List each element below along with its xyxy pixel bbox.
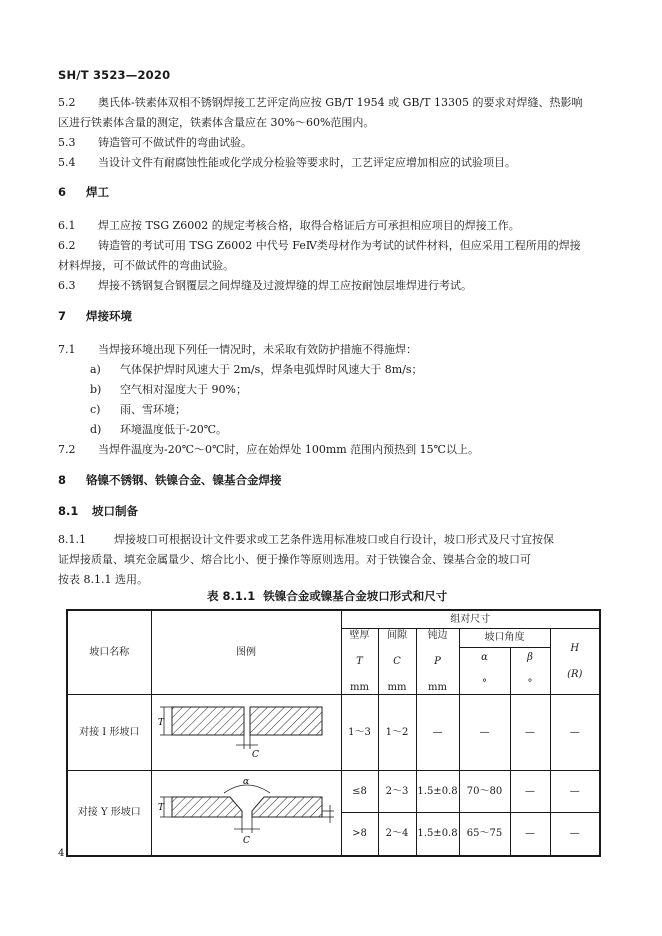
label-alpha: α xyxy=(242,776,249,787)
paragraph-line xyxy=(58,570,148,590)
header-assembly-size: 组对尺寸 xyxy=(341,610,600,628)
paragraph-line xyxy=(90,360,423,380)
table-caption xyxy=(207,588,447,604)
paragraph-line xyxy=(90,420,227,440)
paragraph-line xyxy=(90,380,247,400)
clause-text: 当设计文件有耐腐蚀性能或化学成分检验等要求时，工艺评定应增加相应的试验项目。 xyxy=(98,156,516,169)
row-name: 对接 I 形坡口 xyxy=(67,694,151,770)
cell-blunt: — xyxy=(416,694,459,770)
paragraph-line xyxy=(58,133,252,153)
clause-text: 证焊接质量、填充金属量少、熔合比小、便于操作等原则选用。对于铁镍合金、镍基合金的坡口可 xyxy=(58,553,531,566)
cell-gap: 2～3 xyxy=(378,770,416,813)
clause-number: 6.2 xyxy=(58,239,76,252)
i-groove-diagram xyxy=(152,695,342,766)
clause-number: 7.1 xyxy=(58,343,76,356)
label-c: C xyxy=(242,835,250,846)
clause-text: 奥氏体-铁素体双相不锈钢焊接工艺评定尚应按 GB/T 1954 或 GB/T 13305 的要求对焊缝、热影响 xyxy=(98,96,583,109)
cell-h: — xyxy=(550,813,600,856)
cell-blunt: 1.5±0.8 xyxy=(416,770,459,813)
cell-gap: 1～2 xyxy=(378,694,416,770)
clause-number: 8.1.1 xyxy=(58,533,86,546)
clause-text: 空气相对湿度大于 90%； xyxy=(120,383,247,396)
cell-gap: 2～4 xyxy=(378,813,416,856)
figure-y-groove xyxy=(151,770,341,856)
table-caption-title: 铁镍合金或镍基合金坡口形式和尺寸 xyxy=(263,589,448,603)
cell-blunt: 1.5±0.8 xyxy=(416,813,459,856)
clause-number: 8.1 xyxy=(58,504,79,518)
clause-number: 6 xyxy=(58,185,67,199)
paragraph-line xyxy=(90,400,186,420)
cell-thickness: 1～3 xyxy=(341,694,378,770)
clause-text: 雨、雪环境； xyxy=(120,403,186,416)
clause-number: c) xyxy=(90,403,101,416)
paragraph-line xyxy=(58,153,516,173)
clause-text: 当焊接环境出现下列任一情况时，未采取有效防护措施不得施焊： xyxy=(98,343,417,356)
paragraph-line xyxy=(58,550,531,570)
section-heading xyxy=(58,308,132,324)
cell-beta: — xyxy=(510,813,550,856)
paragraph-line xyxy=(58,340,417,360)
header-alpha: α ° xyxy=(459,648,510,694)
clause-number: b) xyxy=(90,383,102,396)
clause-text: 区进行铁素体含量的测定，铁素体含量应在 30%～60%范围内。 xyxy=(58,116,375,129)
clause-text: 环境温度低于-20℃。 xyxy=(120,423,228,436)
document-header: SH/T 3523—2020 xyxy=(58,68,171,82)
clause-text: 焊工应按 TSG Z6002 的规定考核合格，取得合格证后方可承担相应项目的焊接工作。 xyxy=(98,219,520,232)
paragraph-line xyxy=(58,236,581,256)
figure-i-groove xyxy=(151,694,341,770)
clause-number: a) xyxy=(90,363,101,376)
y-groove-diagram xyxy=(152,771,342,851)
label-t: T xyxy=(157,802,164,813)
label-t: T xyxy=(157,717,164,728)
paragraph-line xyxy=(58,276,472,296)
cell-h: — xyxy=(550,770,600,813)
row-name: 对接 Y 形坡口 xyxy=(67,770,151,856)
paragraph-line xyxy=(58,256,234,276)
clause-text: 铸造管可不做试件的弯曲试验。 xyxy=(98,136,252,149)
cell-alpha: 65～75 xyxy=(459,813,510,856)
cell-alpha: 70～80 xyxy=(459,770,510,813)
groove-table xyxy=(66,609,601,857)
clause-number: 6.1 xyxy=(58,219,76,232)
clause-text: 铸造管的考试可用 TSG Z6002 中代号 FeⅣ类母材作为考试的试件材料，但应采用工程所用的焊接 xyxy=(98,239,581,252)
clause-text: 当焊件温度为-20℃～0℃时，应在始焊处 100mm 范围内预热到 15℃以上。 xyxy=(98,443,479,456)
cell-alpha: — xyxy=(459,694,510,770)
clause-text: 焊接环境 xyxy=(86,309,132,323)
header-h: H (R) xyxy=(550,628,600,694)
section-heading xyxy=(58,184,109,200)
clause-text: 焊接不锈钢复合钢覆层之间焊缝及过渡焊缝的焊工应按耐蚀层堆焊进行考试。 xyxy=(98,279,472,292)
header-beta: β ° xyxy=(510,648,550,694)
label-c: C xyxy=(251,749,259,760)
header-groove-name: 坡口名称 xyxy=(67,610,151,694)
cell-thickness: >8 xyxy=(341,813,378,856)
cell-thickness: ≤8 xyxy=(341,770,378,813)
section-heading xyxy=(58,503,138,519)
cell-h: — xyxy=(550,694,600,770)
section-heading xyxy=(58,472,282,488)
cell-beta: — xyxy=(510,694,550,770)
paragraph-line xyxy=(58,440,479,460)
paragraph-line xyxy=(58,93,583,113)
paragraph-line xyxy=(58,113,374,133)
paragraph-line xyxy=(58,530,554,550)
clause-text: 按表 8.1.1 选用。 xyxy=(58,573,148,586)
paragraph-line xyxy=(58,216,520,236)
clause-number: 7 xyxy=(58,309,67,323)
page-number: 4 xyxy=(58,848,65,859)
table-row xyxy=(67,694,600,770)
clause-text: 焊工 xyxy=(86,185,109,199)
clause-text: 焊接坡口可根据设计文件要求或工艺条件选用标准坡口或自行设计，坡口形式及尺寸宜按保 xyxy=(114,533,554,546)
clause-number: d) xyxy=(90,423,102,436)
header-groove-angle: 坡口角度 xyxy=(459,628,550,648)
clause-number: 7.2 xyxy=(58,443,76,456)
clause-text: 材料焊接，可不做试件的弯曲试验。 xyxy=(58,259,234,272)
clause-number: 5.4 xyxy=(58,156,76,169)
header-blunt-edge: 钝边 P mm xyxy=(416,628,459,694)
table-row xyxy=(67,770,600,813)
clause-text: 坡口制备 xyxy=(92,504,138,518)
clause-text: 铬镍不锈钢、铁镍合金、镍基合金焊接 xyxy=(86,473,282,487)
header-figure: 图例 xyxy=(151,610,341,694)
table-caption-number: 表 8.1.1 xyxy=(207,589,256,603)
clause-text: 气体保护焊时风速大于 2m/s，焊条电弧焊时风速大于 8m/s； xyxy=(120,363,423,376)
clause-number: 8 xyxy=(58,473,67,487)
cell-beta: — xyxy=(510,770,550,813)
header-gap: 间隙 C mm xyxy=(378,628,416,694)
clause-number: 5.3 xyxy=(58,136,76,149)
clause-number: 5.2 xyxy=(58,96,76,109)
clause-number: 6.3 xyxy=(58,279,76,292)
header-thickness: 壁厚 T mm xyxy=(341,628,378,694)
